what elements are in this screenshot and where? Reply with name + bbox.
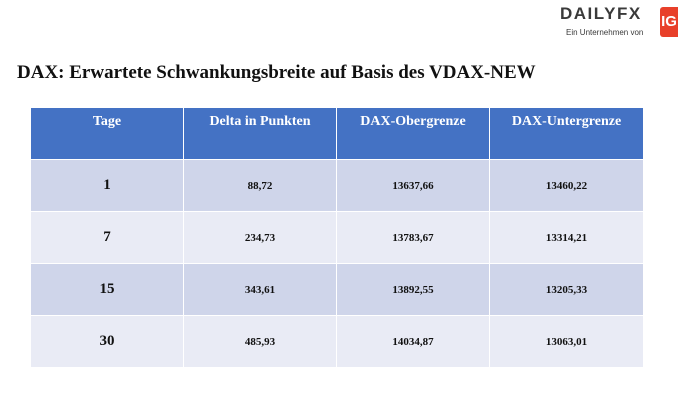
table-row [31,316,644,368]
page-title: DAX: Erwartete Schwankungsbreite auf Basis des VDAX-NEW [17,62,536,83]
cell-untergrenze: 13314,21 [490,212,644,264]
cell-tage: 1 [31,160,184,212]
cell-delta: 485,93 [184,316,337,368]
header-delta: Delta in Punkten [184,108,337,160]
table-header-row [31,108,644,160]
cell-obergrenze: 13783,67 [337,212,490,264]
table-row [31,160,644,212]
cell-untergrenze: 13205,33 [490,264,644,316]
cell-tage: 7 [31,212,184,264]
cell-obergrenze: 13637,66 [337,160,490,212]
cell-delta: 343,61 [184,264,337,316]
logo-wordmark: DAILYFX [560,4,642,23]
cell-obergrenze: 14034,87 [337,316,490,368]
header-tage: Tage [31,108,184,160]
cell-delta: 88,72 [184,160,337,212]
cell-obergrenze: 13892,55 [337,264,490,316]
table-row [31,264,644,316]
ig-logo-icon: IG [660,7,678,37]
header-untergrenze: DAX-Untergrenze [490,108,644,160]
table-row [31,212,644,264]
cell-untergrenze: 13460,22 [490,160,644,212]
cell-untergrenze: 13063,01 [490,316,644,368]
cell-tage: 15 [31,264,184,316]
logo-tagline: Ein Unternehmen von [566,28,644,37]
cell-delta: 234,73 [184,212,337,264]
volatility-table [30,107,644,368]
dailyfx-logo [560,4,676,42]
cell-tage: 30 [31,316,184,368]
header-obergrenze: DAX-Obergrenze [337,108,490,160]
